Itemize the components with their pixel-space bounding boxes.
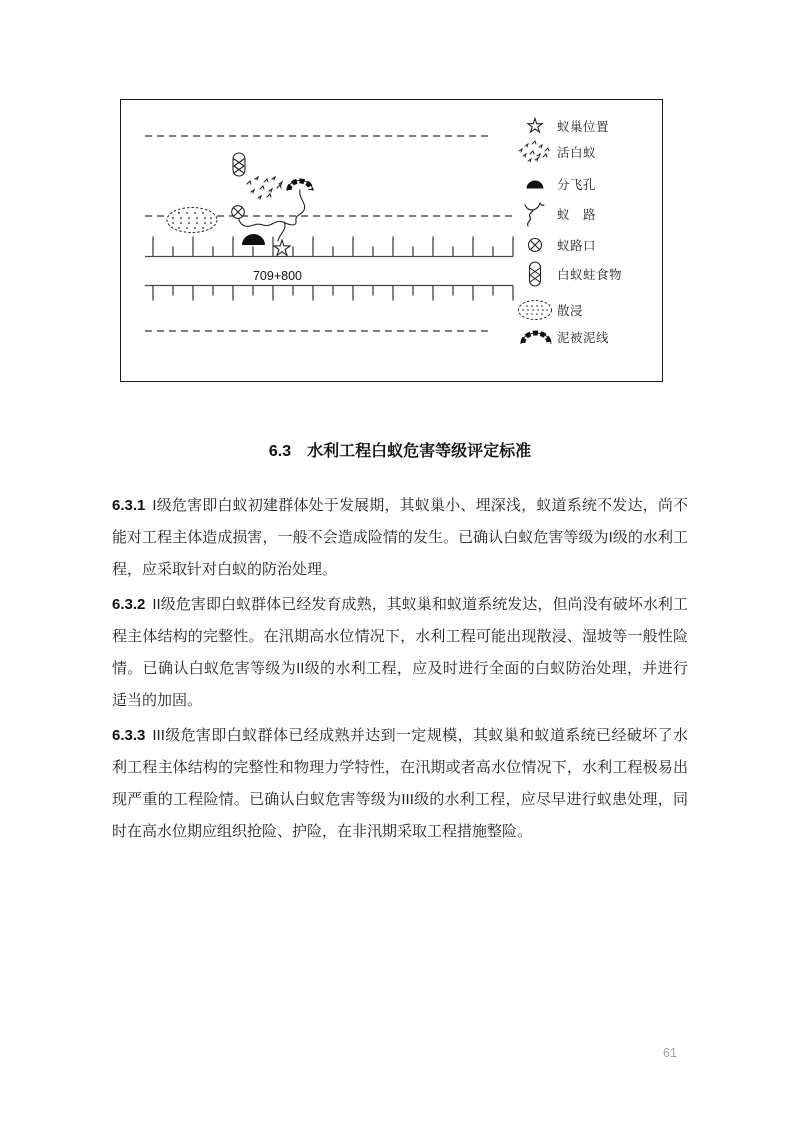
section-title: 水利工程白蚁危害等级评定标准 [307,443,532,460]
station-label: 709+800 [252,269,303,283]
legend-label: 散浸 [557,304,584,318]
trail-opening-icon [513,230,557,260]
clause-text: II级危害即白蚁群体已经发育成熟，其蚁巢和蚁道系统发达，但尚没有破坏水利工程主体结构的完整性。在汛期高水位情况下，水利工程可能出现散浸、湿坡等一般性险情。已确认白蚁危害等级为II级的水利工程，应及时进行全面的白蚁防治处理，并进行适当的加固。 [112,596,688,709]
legend-label: 蚁巢位置 [557,120,610,134]
legend-label: 蚁 路 [557,208,597,222]
legend-label: 活白蚁 [557,146,597,160]
legend-item-seepage [513,295,583,325]
legend-item-trail-opening [513,230,596,260]
section-heading [0,441,800,463]
section-number: 6.3 [268,443,292,460]
paragraph-6-3-1 [112,490,688,586]
clause-text: III级危害即白蚁群体已经成熟并达到一定规模，其蚁巢和蚁道系统已经破坏了水利工程主体结构的完整性和物理力学特性，在汛期或者高水位情况下，水利工程极易出现严重的工程险情。已确认白蚁危害等级为III级的水利工程，应尽早进行蚁患处理，同时在高水位期应组织抢险、护险，在非汛期采取工程措施整险。 [112,727,688,840]
legend-label: 蚁路口 [557,239,597,253]
termite-trail-icon [513,199,557,229]
legend-label: 分飞孔 [557,178,597,192]
legend-item-flight-hole [513,169,596,199]
legend-item-termite-food [513,259,622,289]
paragraph-6-3-2 [112,589,688,717]
mud-line-icon [513,322,557,352]
live-termites-icon [513,137,557,167]
termite-survey-figure [120,99,663,382]
section-body [112,490,688,851]
clause-text: I级危害即白蚁初建群体处于发展期，其蚁巢小、埋深浅，蚁道系统不发达，尚不能对工程主体造成损害，一般不会造成险情的发生。已确认白蚁危害等级为I级的水利工程，应采取针对白蚁的防治处理。 [112,497,688,578]
termite-food-icon [513,259,557,289]
seepage-icon [513,295,557,325]
paragraph-6-3-3 [112,720,688,848]
legend-label: 白蚁蛀食物 [557,268,623,282]
clause-number: 6.3.2 [112,596,146,613]
legend-label: 泥被泥线 [557,331,610,345]
legend-item-termite-trail [513,199,596,229]
diagram-legend [121,100,662,381]
clause-number: 6.3.1 [112,497,146,514]
legend-item-live-termites [513,137,596,167]
page-number: 61 [663,1046,677,1060]
clause-number: 6.3.3 [112,727,146,744]
flight-hole-icon [513,169,557,199]
legend-item-mud-line [513,322,609,352]
